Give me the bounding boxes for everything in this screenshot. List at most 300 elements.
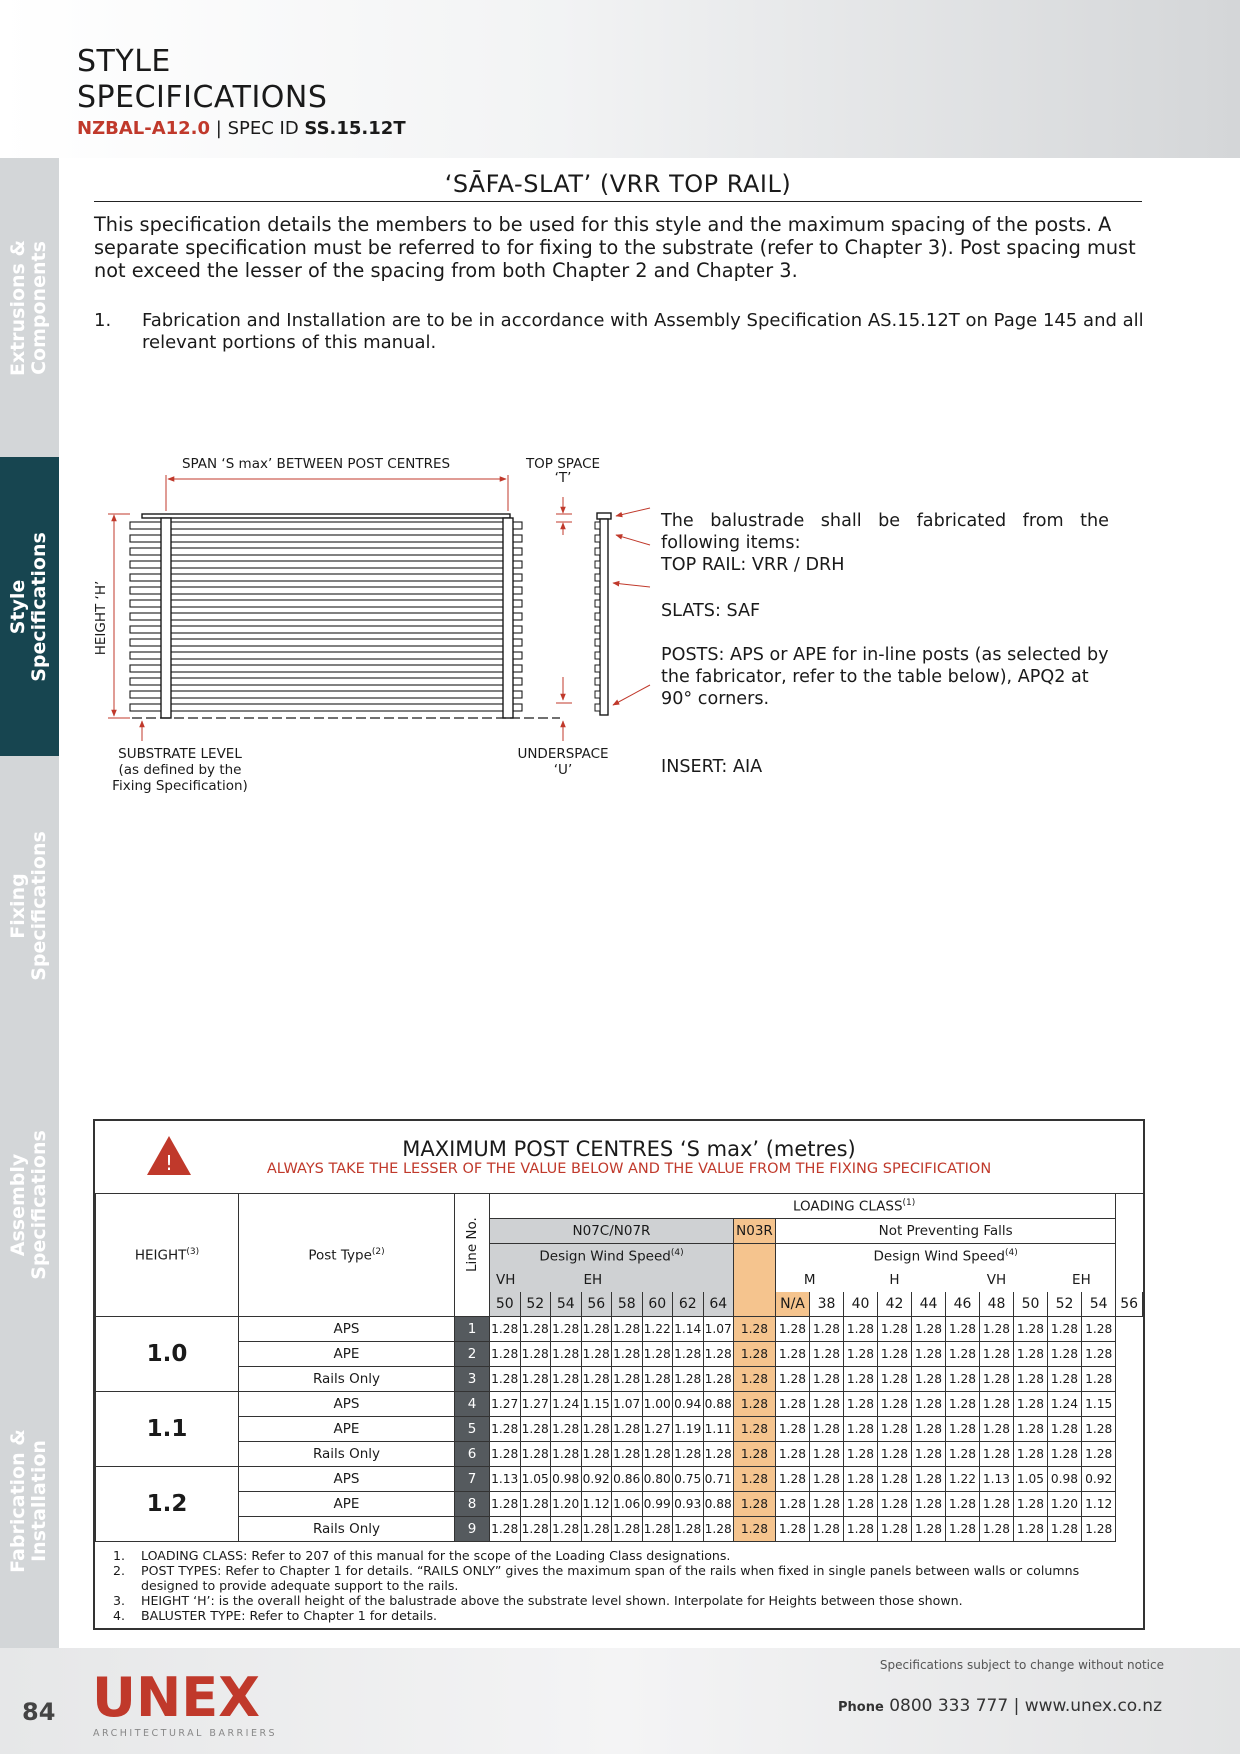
span-value: 1.28 (810, 1442, 844, 1467)
spec-id: SS.15.12T (304, 118, 406, 139)
slat-profile (595, 665, 600, 672)
span-value: 1.28 (642, 1342, 673, 1367)
span-value: 1.28 (642, 1367, 673, 1392)
span-value: 1.28 (980, 1492, 1014, 1517)
slat-profile (595, 691, 600, 698)
span-value: 1.28 (844, 1317, 878, 1342)
slat-profile (595, 574, 600, 581)
slat-profile (595, 678, 600, 685)
span-value: 1.28 (776, 1492, 810, 1517)
span-value: 1.28 (1082, 1417, 1116, 1442)
table-row (96, 1442, 1143, 1467)
numbered-item: 1. Fabrication and Installation are to be in accordance with Assembly Specification AS.15.12T on Page 145 and all relevant portions of this manual. (94, 310, 1144, 353)
span-value: 1.28 (703, 1517, 734, 1542)
chapter-sidebar (0, 158, 59, 1648)
post-type: Rails Only (239, 1367, 455, 1392)
span-value: 1.28 (612, 1517, 643, 1542)
span-value: 1.28 (1082, 1367, 1116, 1392)
dws-n07: Design Wind Speed$^{(4)}$ (490, 1244, 734, 1269)
slat-profile (595, 613, 600, 620)
wind-speed-header: 40 (844, 1292, 878, 1317)
table-row (96, 1317, 1143, 1342)
svg-text:Fixing Specification): Fixing Specification) (112, 778, 248, 794)
style-title: ‘SĀFA-SLAT’ (VRR TOP RAIL) (444, 170, 792, 198)
wind-speed-header: 48 (980, 1292, 1014, 1317)
span-value: 1.06 (612, 1492, 643, 1517)
span-value: 1.28 (703, 1342, 734, 1367)
slat (130, 613, 522, 620)
span-value: 1.28 (1014, 1517, 1048, 1542)
span-value: 1.28 (980, 1317, 1014, 1342)
span-value: 1.28 (776, 1517, 810, 1542)
line-number: 1 (455, 1317, 490, 1342)
span-value: 1.28 (1082, 1342, 1116, 1367)
height-value: 1.2 (96, 1467, 239, 1542)
slat-profile (595, 652, 600, 659)
span-value: 1.28 (642, 1517, 673, 1542)
table-row (96, 1342, 1143, 1367)
span-value: 1.28 (734, 1517, 776, 1542)
tab-fabrication-installation[interactable]: Fabrication & Installation (0, 1354, 59, 1648)
span-value: 1.28 (734, 1342, 776, 1367)
span-value: 1.28 (1082, 1442, 1116, 1467)
span-value: 1.28 (581, 1367, 612, 1392)
span-value: 1.28 (1014, 1442, 1048, 1467)
span-value: 1.28 (734, 1367, 776, 1392)
span-value: 0.99 (642, 1492, 673, 1517)
span-value: 1.28 (912, 1317, 946, 1342)
website-link[interactable]: www.unex.co.nz (1024, 1696, 1162, 1716)
slat (130, 639, 522, 646)
span-value: 1.28 (810, 1467, 844, 1492)
contact-info: Phone 0800 333 777 | www.unex.co.nz (838, 1696, 1162, 1716)
span-label: SPAN ‘S max’ BETWEEN POST CENTRES (181, 456, 451, 472)
table-warning: ALWAYS TAKE THE LESSER OF THE VALUE BELOW AND THE VALUE FROM THE FIXING SPECIFICATION (266, 1161, 992, 1177)
span-value: 1.28 (520, 1492, 551, 1517)
span-value: 0.92 (1082, 1467, 1116, 1492)
top-rail-item: TOP RAIL: VRR / DRH (661, 555, 845, 575)
post-type-header: Post Type$^{(2)}$ (239, 1194, 455, 1317)
span-value: 1.28 (642, 1442, 673, 1467)
span-value: 1.28 (912, 1517, 946, 1542)
height-value: 1.0 (96, 1317, 239, 1392)
span-value: 1.00 (642, 1392, 673, 1417)
span-value: 1.12 (581, 1492, 612, 1517)
span-value: 1.28 (776, 1342, 810, 1367)
svg-text:UNEX: UNEX (92, 1666, 260, 1729)
span-value: 1.14 (673, 1317, 704, 1342)
span-value: 0.94 (673, 1392, 704, 1417)
slat (130, 678, 522, 685)
post-centres-table: ! MAXIMUM POST CENTRES ‘S max’ (metres) ALWAYS TAKE THE LESSER OF THE VALUE BELOW AND THE VALUE FROM THE FIXING SPECIFICATION HEIGHT$^{(3)}$ Post Type$^{(2)}$ Line No. LOADING CLASS$^{(1)}$ N07C/N07R N03R Not Preventing Falls Design Wind Speed$^{(4)}$ Design Wind Speed$^{(4)}$ VH EH M H VH EH 50 52 54 56 58 60 62 64 N/A 38 40 42 44 46 48 50 52 54 56 1.0 APS 1 1.28 1.28 1.28 1.28 1.28 1.22 1.14 1.07 1.28 1.28 1.28 1.28 1.28 1.28 1.28 1.28 1.28 1.28 1.28 APE 2 1.28 1.28 1.28 1.28 1.28 1.28 1.28 1.28 1.28 1.28 1.28 1.28 1.28 1.28 1.28 1.28 1.28 1.28 1.28 Rails Only 3 1.28 1.28 1.28 1.28 1.28 1.28 1.28 1.28 1.28 1.28 1.28 1.28 1.28 1.28 1.28 1.28 1.28 1.28 1.28 1.1 APS 4 1.27 1.27 1.24 1.15 1.07 1.00 0.94 0.88 1.28 1.28 1.28 1.28 1.28 1.28 1.28 1.28 1.28 1.24 1.15 APE 5 1.28 1.28 1.28 1.28 1.28 1.27 1.19 1.11 1.28 1.28 1.28 1.28 1.28 1.28 1.28 1.28 1.28 1.28 1.28 Rails Only 6 1.28 1.28 1.28 1.28 1.28 1.28 1.28 1.28 1.28 1.28 1.28 1.28 1.28 1.28 1.28 1.28 1.28 1.28 1.28 1.2 APS 7 1.13 1.05 0.98 0.92 0.86 0.80 0.75 0.71 1.28 1.28 1.28 1.28 1.28 1.28 1.22 1.13 1.05 0.98 0.92 APE 8 1.28 1.28 1.20 1.12 1.06 0.99 0.93 0.88 1.28 1.28 1.28 1.28 1.28 1.28 1.28 1.28 1.28 1.20 1.12 Rails Only 9 1.28 1.28 1.28 1.28 1.28 1.28 1.28 1.28 1.28 1.28 1.28 1.28 1.28 1.28 1.28 1.28 1.28 1.28 1.28 1. LOADING CLASS: Refer to 207 of this manual for the scope of the Loading Class designations. 2. POST TYPES: Refer to Chapter 1 for details. “RAILS ONLY” gives the maximum span of the rails when fixed in single panels between walls or columns designed to provide adequate support to the rails. 3. HEIGHT ‘H’: is the overall height of the balustrade above the substrate level shown. Interpolate for Heights between those shown. 4. BALUSTER TYPE: Refer to Chapter 1 for details. (93, 1119, 1145, 1630)
span-value: 1.28 (673, 1367, 704, 1392)
span-value: 1.28 (912, 1467, 946, 1492)
slat-profile (595, 626, 600, 633)
span-value: 1.28 (612, 1342, 643, 1367)
title-divider (94, 201, 1142, 202)
span-value: 1.24 (1048, 1392, 1082, 1417)
span-value: 1.28 (703, 1442, 734, 1467)
slat (130, 587, 522, 594)
span-value: 1.28 (776, 1317, 810, 1342)
dws-npf: Design Wind Speed$^{(4)}$ (776, 1244, 1116, 1269)
span-value: 1.28 (946, 1317, 980, 1342)
top-space-label: TOP SPACE (525, 456, 601, 472)
table-row (96, 1367, 1143, 1392)
span-value: 1.28 (612, 1367, 643, 1392)
span-value: 1.28 (1014, 1367, 1048, 1392)
wind-speed-header: 50 (1014, 1292, 1048, 1317)
span-value: 1.28 (946, 1392, 980, 1417)
span-value: 1.28 (734, 1492, 776, 1517)
header-title: STYLE SPECIFICATIONS (77, 44, 328, 115)
span-value: 1.12 (1082, 1492, 1116, 1517)
span-value: 1.28 (810, 1492, 844, 1517)
slat (130, 600, 522, 607)
span-value: 0.98 (1048, 1467, 1082, 1492)
group-n07: N07C/N07R (490, 1219, 734, 1244)
wind-speed-header: 56 (581, 1292, 612, 1317)
slat-profile (595, 522, 600, 529)
span-value: 1.28 (551, 1342, 582, 1367)
height-header: HEIGHT$^{(3)}$ (96, 1194, 239, 1317)
slats-item: SLATS: SAF (661, 601, 761, 621)
tab-style-specifications[interactable]: Style Specifications (0, 457, 59, 756)
span-value: 1.28 (912, 1442, 946, 1467)
span-value: 1.28 (810, 1367, 844, 1392)
span-value: 1.28 (1014, 1492, 1048, 1517)
tab-assembly-specifications[interactable]: Assembly Specifications (0, 1055, 59, 1354)
span-value: 1.28 (810, 1517, 844, 1542)
post-type: APS (239, 1392, 455, 1417)
wind-speed-header: 62 (673, 1292, 704, 1317)
wind-speed-header: 64 (703, 1292, 734, 1317)
span-value: 1.27 (490, 1392, 521, 1417)
spec-id-line: NZBAL-A12.0 | SPEC ID SS.15.12T (77, 118, 406, 139)
span-value: 1.28 (844, 1467, 878, 1492)
span-value: 0.80 (642, 1467, 673, 1492)
span-value: 1.28 (878, 1492, 912, 1517)
span-value: 1.15 (1082, 1392, 1116, 1417)
substrate-label: SUBSTRATE LEVEL (118, 746, 242, 762)
span-value: 1.28 (520, 1442, 551, 1467)
span-value: 1.28 (912, 1367, 946, 1392)
span-value: 1.28 (776, 1367, 810, 1392)
span-value: 1.28 (912, 1392, 946, 1417)
post-type: APE (239, 1492, 455, 1517)
span-value: 1.28 (844, 1442, 878, 1467)
wind-speed-header: 46 (946, 1292, 980, 1317)
span-value: 1.15 (581, 1392, 612, 1417)
line-number: 6 (455, 1442, 490, 1467)
span-value: 1.28 (734, 1317, 776, 1342)
slat (130, 535, 522, 542)
span-value: 1.28 (490, 1317, 521, 1342)
span-value: 1.28 (980, 1442, 1014, 1467)
svg-text:(as defined by the: (as defined by the (118, 762, 242, 778)
table-row (96, 1492, 1143, 1517)
line-number: 4 (455, 1392, 490, 1417)
span-value: 1.28 (912, 1492, 946, 1517)
span-value: 1.28 (551, 1442, 582, 1467)
span-value: 1.28 (946, 1492, 980, 1517)
underspace-label: UNDERSPACE (517, 746, 609, 762)
span-value: 1.28 (1082, 1317, 1116, 1342)
span-value: 0.86 (612, 1467, 643, 1492)
span-value: 1.28 (878, 1317, 912, 1342)
slat-profile (595, 548, 600, 555)
span-value: 1.28 (1014, 1392, 1048, 1417)
span-value: 1.28 (844, 1367, 878, 1392)
slat-profile (595, 704, 600, 711)
note-item: 2. POST TYPES: Refer to Chapter 1 for details. “RAILS ONLY” gives the maximum span of the rails when fixed in single panels between walls or columns designed to provide adequate support to the rails. (113, 1563, 1080, 1593)
span-value: 1.28 (734, 1467, 776, 1492)
group-not-preventing-falls: Not Preventing Falls (776, 1219, 1116, 1244)
span-value: 1.28 (844, 1492, 878, 1517)
span-value: 1.28 (878, 1517, 912, 1542)
svg-text:ARCHITECTURAL BARRIERS: ARCHITECTURAL BARRIERS (93, 1728, 278, 1739)
table-notes (113, 1548, 1123, 1623)
line-number: 7 (455, 1467, 490, 1492)
svg-text:!: ! (164, 1151, 174, 1175)
post-type: APS (239, 1467, 455, 1492)
span-value: 0.88 (703, 1492, 734, 1517)
span-value: 1.28 (490, 1417, 521, 1442)
table-row (96, 1467, 1143, 1492)
slat (130, 704, 522, 711)
span-value: 1.27 (520, 1392, 551, 1417)
span-value: 1.28 (776, 1417, 810, 1442)
span-value: 0.92 (581, 1467, 612, 1492)
span-value: 1.28 (946, 1417, 980, 1442)
line-number: 2 (455, 1342, 490, 1367)
slat (130, 652, 522, 659)
span-value: 1.28 (878, 1392, 912, 1417)
phone-number: 0800 333 777 (889, 1696, 1009, 1716)
wind-speed-header: 44 (912, 1292, 946, 1317)
line-number: 8 (455, 1492, 490, 1517)
span-value: 1.22 (946, 1467, 980, 1492)
span-value: 1.28 (776, 1467, 810, 1492)
span-value: 1.22 (642, 1317, 673, 1342)
span-value: 1.28 (581, 1442, 612, 1467)
slat-profile (595, 600, 600, 607)
post-type: APS (239, 1317, 455, 1342)
span-value: 1.11 (703, 1417, 734, 1442)
slat (130, 522, 522, 529)
loading-class-header: LOADING CLASS$^{(1)}$ (490, 1194, 1116, 1219)
note-item: 3. HEIGHT ‘H’: is the overall height of the balustrade above the substrate level shown. Interpolate for Heights between those shown. (113, 1593, 963, 1608)
span-value: 1.28 (912, 1417, 946, 1442)
span-value: 1.28 (673, 1342, 704, 1367)
span-value: 1.28 (1048, 1317, 1082, 1342)
unex-logo (92, 1664, 278, 1739)
page-footer (0, 1648, 1240, 1754)
span-value: 1.28 (980, 1367, 1014, 1392)
span-value: 1.27 (642, 1417, 673, 1442)
span-value: 1.28 (878, 1417, 912, 1442)
span-value: 1.28 (1014, 1417, 1048, 1442)
span-value: 1.05 (520, 1467, 551, 1492)
note-item: 4. BALUSTER TYPE: Refer to Chapter 1 for details. (113, 1608, 438, 1623)
span-value: 1.28 (673, 1517, 704, 1542)
span-value: 1.28 (1014, 1342, 1048, 1367)
wind-speed-header: 42 (878, 1292, 912, 1317)
line-number: 3 (455, 1367, 490, 1392)
span-value: 0.93 (673, 1492, 704, 1517)
line-number: 5 (455, 1417, 490, 1442)
wind-speed-header: 52 (520, 1292, 551, 1317)
span-value: 1.28 (844, 1417, 878, 1442)
table-row (96, 1517, 1143, 1542)
span-value: 1.28 (1048, 1367, 1082, 1392)
tab-extrusions-components[interactable]: Extrusions & Components (0, 158, 59, 457)
span-value: 1.28 (912, 1342, 946, 1367)
span-value: 1.28 (1048, 1417, 1082, 1442)
span-value: 1.28 (810, 1342, 844, 1367)
span-value: 1.28 (878, 1367, 912, 1392)
span-value: 1.13 (490, 1467, 521, 1492)
slat (130, 561, 522, 568)
span-value: 1.28 (878, 1342, 912, 1367)
wind-speed-header: 50 (490, 1292, 521, 1317)
line-number: 9 (455, 1517, 490, 1542)
span-value: 1.28 (612, 1417, 643, 1442)
span-value: 1.28 (520, 1367, 551, 1392)
span-value: 1.28 (980, 1392, 1014, 1417)
table-title: MAXIMUM POST CENTRES ‘S max’ (metres) (402, 1137, 856, 1161)
wind-speed-header: 54 (1082, 1292, 1116, 1317)
wind-speed-header: N/A (776, 1292, 810, 1317)
span-value: 1.24 (551, 1392, 582, 1417)
wind-speed-header: 52 (1048, 1292, 1082, 1317)
span-value: 1.28 (980, 1342, 1014, 1367)
span-value: 1.28 (551, 1367, 582, 1392)
span-value: 1.07 (703, 1317, 734, 1342)
span-value: 1.28 (1048, 1517, 1082, 1542)
span-value: 1.28 (490, 1342, 521, 1367)
slat-profile (595, 535, 600, 542)
span-value: 0.98 (551, 1467, 582, 1492)
slat-profile (595, 587, 600, 594)
span-value: 0.88 (703, 1392, 734, 1417)
balustrade-diagram (90, 456, 650, 905)
span-value: 1.28 (1082, 1517, 1116, 1542)
span-value: 1.28 (1048, 1342, 1082, 1367)
span-value: 1.28 (520, 1417, 551, 1442)
span-value: 1.28 (734, 1392, 776, 1417)
span-value: 0.75 (673, 1467, 704, 1492)
span-value: 1.28 (551, 1517, 582, 1542)
span-value: 1.05 (1014, 1467, 1048, 1492)
post-type: APE (239, 1342, 455, 1367)
span-value: 1.28 (946, 1367, 980, 1392)
slat (130, 691, 522, 698)
span-value: 1.28 (703, 1367, 734, 1392)
wind-speed-header: 54 (551, 1292, 582, 1317)
span-value: 1.28 (844, 1517, 878, 1542)
wind-speed-header: 38 (810, 1292, 844, 1317)
span-value: 1.28 (734, 1417, 776, 1442)
span-value: 1.28 (581, 1342, 612, 1367)
wind-speed-header: 56 (1116, 1292, 1143, 1317)
slat (130, 574, 522, 581)
span-value: 1.28 (946, 1442, 980, 1467)
span-value: 1.28 (520, 1317, 551, 1342)
span-value: 1.28 (776, 1442, 810, 1467)
span-value: 1.28 (980, 1517, 1014, 1542)
disclaimer: Specifications subject to change without notice (879, 1658, 1164, 1672)
span-value: 1.28 (490, 1517, 521, 1542)
span-value: 1.13 (980, 1467, 1014, 1492)
table-row (96, 1392, 1143, 1417)
height-value: 1.1 (96, 1392, 239, 1467)
span-value: 1.28 (878, 1467, 912, 1492)
note-item: 1. LOADING CLASS: Refer to 207 of this manual for the scope of the Loading Class designations. (113, 1548, 731, 1563)
slat-profile (595, 561, 600, 568)
slat (130, 665, 522, 672)
span-value: 1.28 (776, 1392, 810, 1417)
slat-profile (595, 639, 600, 646)
span-value: 1.19 (673, 1417, 704, 1442)
group-n03r: N03R (734, 1219, 776, 1244)
span-value: 1.28 (551, 1417, 582, 1442)
span-value: 1.20 (1048, 1492, 1082, 1517)
span-value: 0.71 (703, 1467, 734, 1492)
span-value: 1.28 (490, 1367, 521, 1392)
post-type: APE (239, 1417, 455, 1442)
post-type: Rails Only (239, 1442, 455, 1467)
span-value: 1.07 (612, 1392, 643, 1417)
span-value: 1.28 (810, 1417, 844, 1442)
page-header (0, 0, 1240, 158)
span-value: 1.28 (520, 1342, 551, 1367)
span-value: 1.28 (673, 1442, 704, 1467)
span-value: 1.28 (810, 1317, 844, 1342)
table-row (96, 1417, 1143, 1442)
post-type: Rails Only (239, 1517, 455, 1542)
line-no-header: Line No. (455, 1194, 490, 1317)
tab-fixing-specifications[interactable]: Fixing Specifications (0, 756, 59, 1055)
span-value: 1.28 (878, 1442, 912, 1467)
span-value: 1.28 (551, 1317, 582, 1342)
height-label: HEIGHT ‘H’ (93, 580, 109, 656)
span-value: 1.28 (581, 1517, 612, 1542)
insert-item: INSERT: AIA (661, 757, 763, 777)
span-value: 1.28 (980, 1417, 1014, 1442)
page-number: 84 (22, 1698, 56, 1726)
posts-item: POSTS: APS or APE for in-line posts (as selected by the fabricator, refer to the table below), APQ2 at 90° corners. (661, 645, 1109, 709)
span-value: 1.28 (1014, 1317, 1048, 1342)
span-value: 1.28 (581, 1317, 612, 1342)
span-value: 1.20 (551, 1492, 582, 1517)
span-value: 1.28 (490, 1492, 521, 1517)
wind-speed-header: 60 (642, 1292, 673, 1317)
span-value: 1.28 (581, 1417, 612, 1442)
intro-paragraph: This specification details the members to be used for this style and the maximum spacing of the posts. A separate specification must be referred to for fixing to the substrate (refer to Chapter 3). Post spacing must not exceed the lesser of the spacing from both Chapter 2 and Chapter 3. (94, 213, 1136, 282)
svg-text:‘T’: ‘T’ (554, 470, 572, 486)
wind-speed-header: 58 (612, 1292, 643, 1317)
span-value: 1.28 (810, 1392, 844, 1417)
slat (130, 626, 522, 633)
span-value: 1.28 (612, 1442, 643, 1467)
span-value: 1.28 (946, 1342, 980, 1367)
span-value: 1.28 (844, 1392, 878, 1417)
span-value: 1.28 (520, 1517, 551, 1542)
slat (130, 548, 522, 555)
manual-code: NZBAL-A12.0 (77, 118, 211, 139)
span-value: 1.28 (612, 1317, 643, 1342)
